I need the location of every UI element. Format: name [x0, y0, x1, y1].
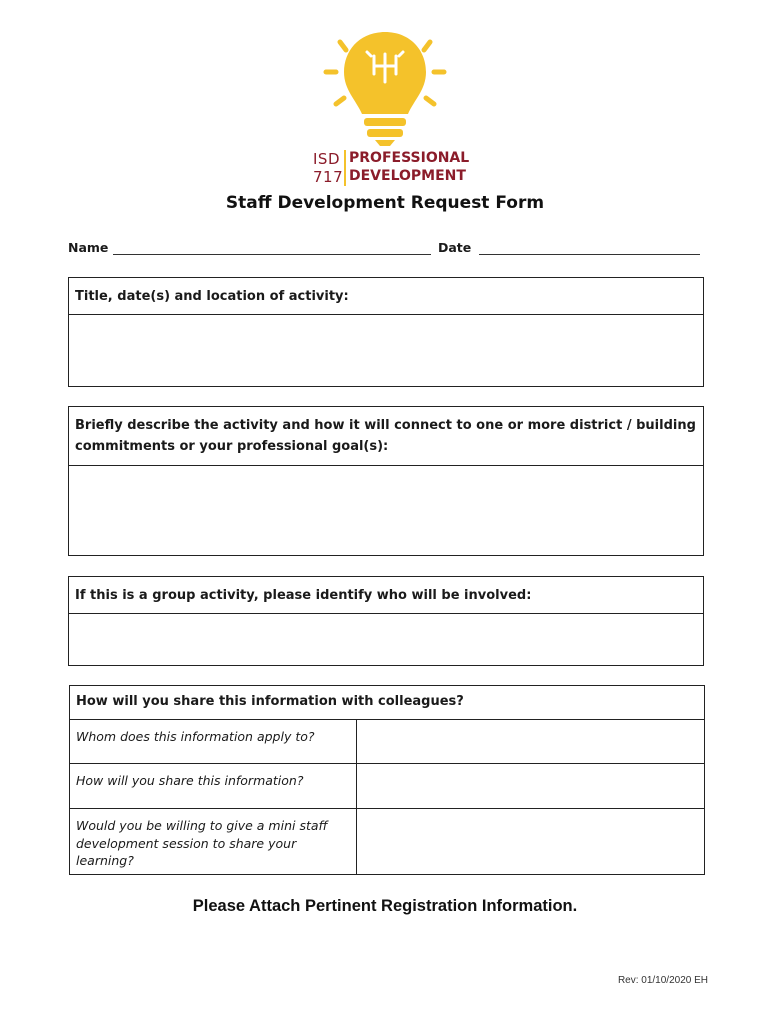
describe-input[interactable]	[69, 466, 703, 555]
date-label: Date	[438, 240, 472, 255]
lightbulb-icon	[322, 28, 448, 150]
share-question: Whom does this information apply to?	[70, 720, 357, 763]
share-table	[69, 685, 705, 875]
share-answer-field[interactable]	[357, 720, 704, 763]
logo-development-text: DEVELOPMENT	[349, 168, 466, 184]
logo-717-text: 717	[313, 168, 344, 186]
activity-section	[68, 277, 704, 387]
logo-isd-text: ISD	[313, 150, 340, 168]
revision-label: Rev: 01/10/2020 EH	[617, 975, 708, 986]
group-label: If this is a group activity, please identify who will be involved:	[69, 577, 703, 614]
logo-divider	[344, 150, 346, 186]
group-input[interactable]	[69, 614, 703, 665]
name-field[interactable]	[113, 254, 431, 255]
share-heading: How will you share this information with colleagues?	[70, 686, 704, 720]
table-row	[70, 764, 704, 809]
share-answer-field[interactable]	[357, 764, 704, 808]
date-field[interactable]	[479, 254, 700, 255]
table-row	[70, 809, 704, 874]
form-title: Staff Development Request Form	[225, 193, 545, 213]
group-section	[68, 576, 704, 666]
table-row	[70, 720, 704, 764]
logo-professional-text: PROFESSIONAL	[349, 150, 470, 166]
org-logo	[0, 0, 770, 190]
attach-note: Please Attach Pertinent Registration Information.	[192, 897, 578, 915]
activity-input[interactable]	[69, 315, 703, 386]
describe-section	[68, 406, 704, 556]
share-question: How will you share this information?	[70, 764, 357, 808]
share-answer-field[interactable]	[357, 809, 704, 874]
share-question: Would you be willing to give a mini staff development session to share your learning?	[70, 809, 357, 874]
name-label: Name	[68, 240, 109, 255]
activity-label: Title, date(s) and location of activity:	[69, 278, 703, 315]
describe-label: Briefly describe the activity and how it will connect to one or more district / building commitments or your professional goal(s):	[69, 407, 703, 466]
